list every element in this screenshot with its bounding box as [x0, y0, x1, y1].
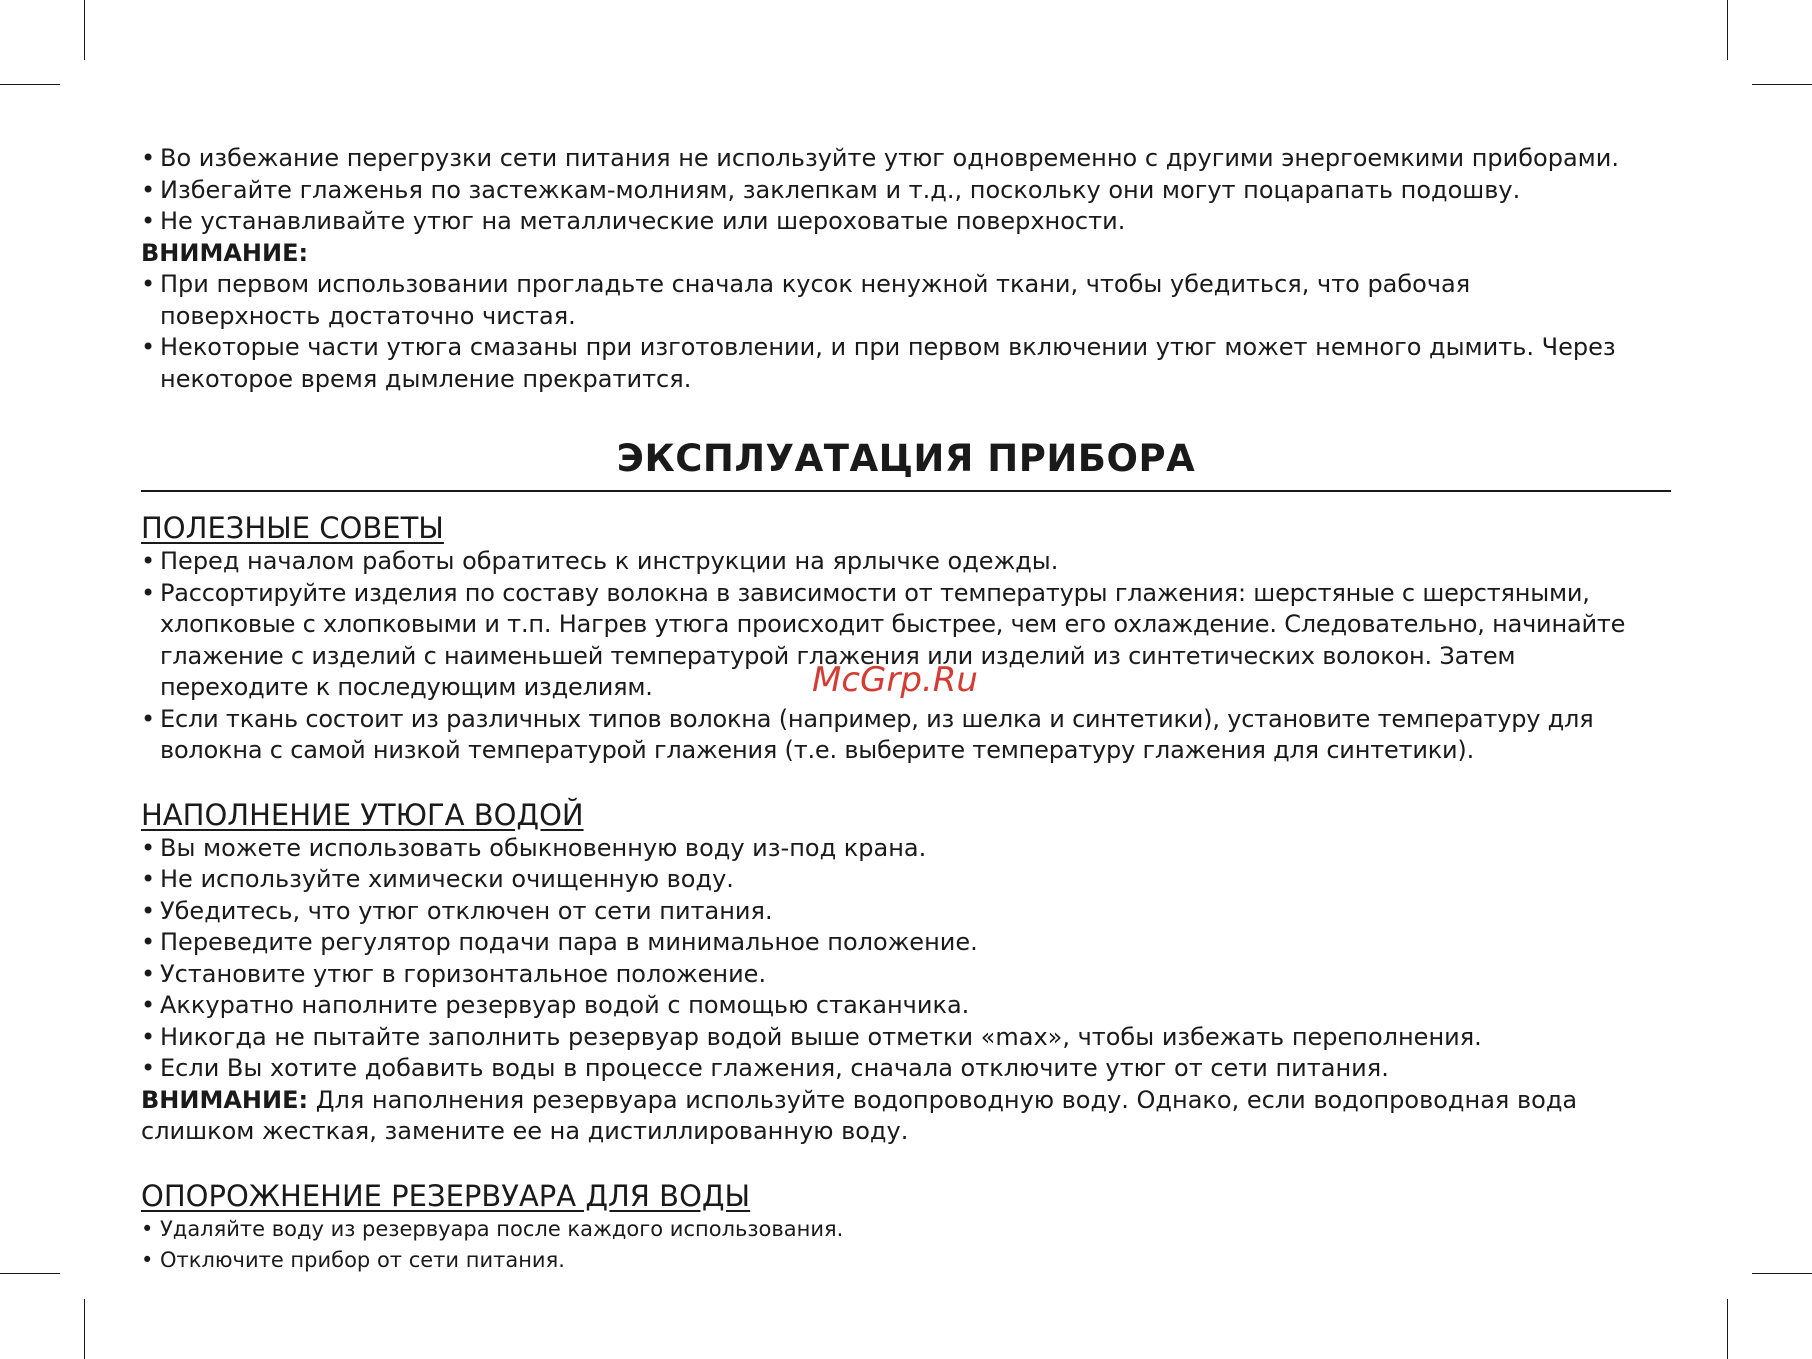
list-item — [141, 269, 1671, 332]
bullet-mark: • — [141, 865, 156, 893]
crop-mark — [1752, 84, 1812, 85]
list-item — [141, 704, 1671, 767]
list-item-text: Аккуратно наполните резервуар водой с помощью стаканчика. — [160, 991, 970, 1019]
bullet-mark: • — [141, 1216, 154, 1241]
bullet-mark: • — [141, 928, 156, 956]
attention-label: ВНИМАНИЕ: — [141, 238, 309, 267]
crop-mark — [84, 1299, 85, 1359]
list-item — [141, 175, 1671, 207]
bullet-mark: • — [141, 207, 156, 235]
bullet-mark: • — [141, 547, 156, 575]
list-item — [141, 1214, 1671, 1246]
bullet-mark: • — [141, 833, 156, 862]
bullet-mark: • — [141, 1022, 156, 1051]
attention-text: Для наполнения резервуара используйте водопроводную воду. Однако, если водопроводная вода слишком жесткая, замените ее на дистиллированную воду. — [141, 1085, 1578, 1145]
bullet-mark: • — [141, 270, 156, 298]
list-item-text: Если ткань состоит из различных типов волокна (например, из шелка и синтетики), установите температуру для волокна с самой низкой температурой глажения (т.е. выберите температуру глажения для синтетики). — [160, 704, 1594, 764]
bullet-mark: • — [141, 578, 156, 607]
list-item-text: Не используйте химически очищенную воду. — [160, 865, 734, 893]
list-item — [141, 546, 1671, 578]
list-item — [141, 143, 1671, 175]
list-item-text: Во избежание перегрузки сети питания не используйте утюг одновременно с другими энергоемкими приборами. — [160, 144, 1619, 172]
crop-mark — [1752, 1273, 1812, 1274]
list-item-text: Установите утюг в горизонтальное положение. — [160, 959, 767, 988]
list-item — [141, 206, 1671, 238]
section-title-tips: ПОЛЕЗНЫЕ СОВЕТЫ — [141, 511, 444, 545]
bullet-mark: • — [141, 991, 156, 1019]
list-item — [141, 927, 1671, 959]
attention-paragraph — [141, 1085, 1631, 1148]
list-item-text: Переведите регулятор подачи пара в минимальное положение. — [160, 928, 978, 956]
bullet-mark: • — [141, 704, 156, 733]
bullet-mark: • — [141, 333, 156, 361]
crop-mark — [1727, 0, 1728, 60]
bullet-mark: • — [141, 896, 156, 925]
attention-label: ВНИМАНИЕ: — [141, 1085, 309, 1114]
list-item-text: Не устанавливайте утюг на металлические или шероховатые поверхности. — [160, 207, 1126, 235]
list-item-text: Перед началом работы обратитесь к инструкции на ярлычке одежды. — [160, 547, 1059, 575]
bullet-mark: • — [141, 959, 156, 988]
bullet-mark: • — [141, 1054, 156, 1082]
list-item — [141, 864, 1671, 896]
list-item — [141, 1022, 1671, 1054]
list-item-text: Убедитесь, что утюг отключен от сети питания. — [160, 896, 773, 925]
list-item — [141, 1245, 1671, 1277]
list-item — [141, 990, 1671, 1022]
list-item-text: Рассортируйте изделия по составу волокна в зависимости от температуры глажения: шерстяные с шерстяными, хлопковые с хлопковыми и т.п. Нагрев утюга происходит быстрее, чем его охлаждение. Следовательно, начинайте глажение с изделий с наименьшей температурой глажения или изделий из синтетических волокон. Затем переходите к последующим изделиям. — [160, 578, 1626, 701]
list-item — [141, 896, 1671, 928]
bullet-mark: • — [141, 144, 156, 172]
crop-mark — [0, 84, 60, 85]
crop-mark — [1727, 1299, 1728, 1359]
section-title-filling: НАПОЛНЕНИЕ УТЮГА ВОДОЙ — [141, 797, 584, 832]
list-item — [141, 1053, 1671, 1085]
list-item-text: Никогда не пытайте заполнить резервуар водой выше отметки «max», чтобы избежать переполнения. — [160, 1022, 1482, 1051]
crop-mark — [84, 0, 85, 60]
list-item-text: Если Вы хотите добавить воды в процессе глажения, сначала отключите утюг от сети питания. — [160, 1054, 1389, 1082]
list-item-text: Вы можете использовать обыкновенную воду из-под крана. — [160, 833, 927, 862]
bullet-mark: • — [141, 1248, 154, 1272]
list-item-text: Некоторые части утюга смазаны при изготовлении, и при первом включении утюг может немного дымить. Через некоторое время дымление прекратится. — [160, 333, 1616, 393]
list-item-text: Избегайте глаженья по застежкам-молниям, заклепкам и т.д., поскольку они могут поцарапать подошву. — [160, 175, 1521, 204]
list-item — [141, 332, 1671, 395]
bullet-mark: • — [141, 175, 156, 204]
list-item-text: Удаляйте воду из резервуара после каждого использования. — [160, 1216, 844, 1241]
document-page — [141, 143, 1671, 1277]
list-item — [141, 959, 1671, 991]
page-heading: ЭКСПЛУАТАЦИЯ ПРИБОРА — [141, 437, 1671, 492]
list-item — [141, 833, 1671, 865]
list-item-text: Отключите прибор от сети питания. — [160, 1248, 565, 1272]
section-title-emptying: ОПОРОЖНЕНИЕ РЕЗЕРВУАРА ДЛЯ ВОДЫ — [141, 1178, 751, 1213]
crop-mark — [0, 1273, 60, 1274]
list-item-text: При первом использовании прогладьте сначала кусок ненужной ткани, чтобы убедиться, что рабочая поверхность достаточно чистая. — [160, 270, 1471, 330]
watermark: McGrp.Ru — [812, 660, 978, 700]
